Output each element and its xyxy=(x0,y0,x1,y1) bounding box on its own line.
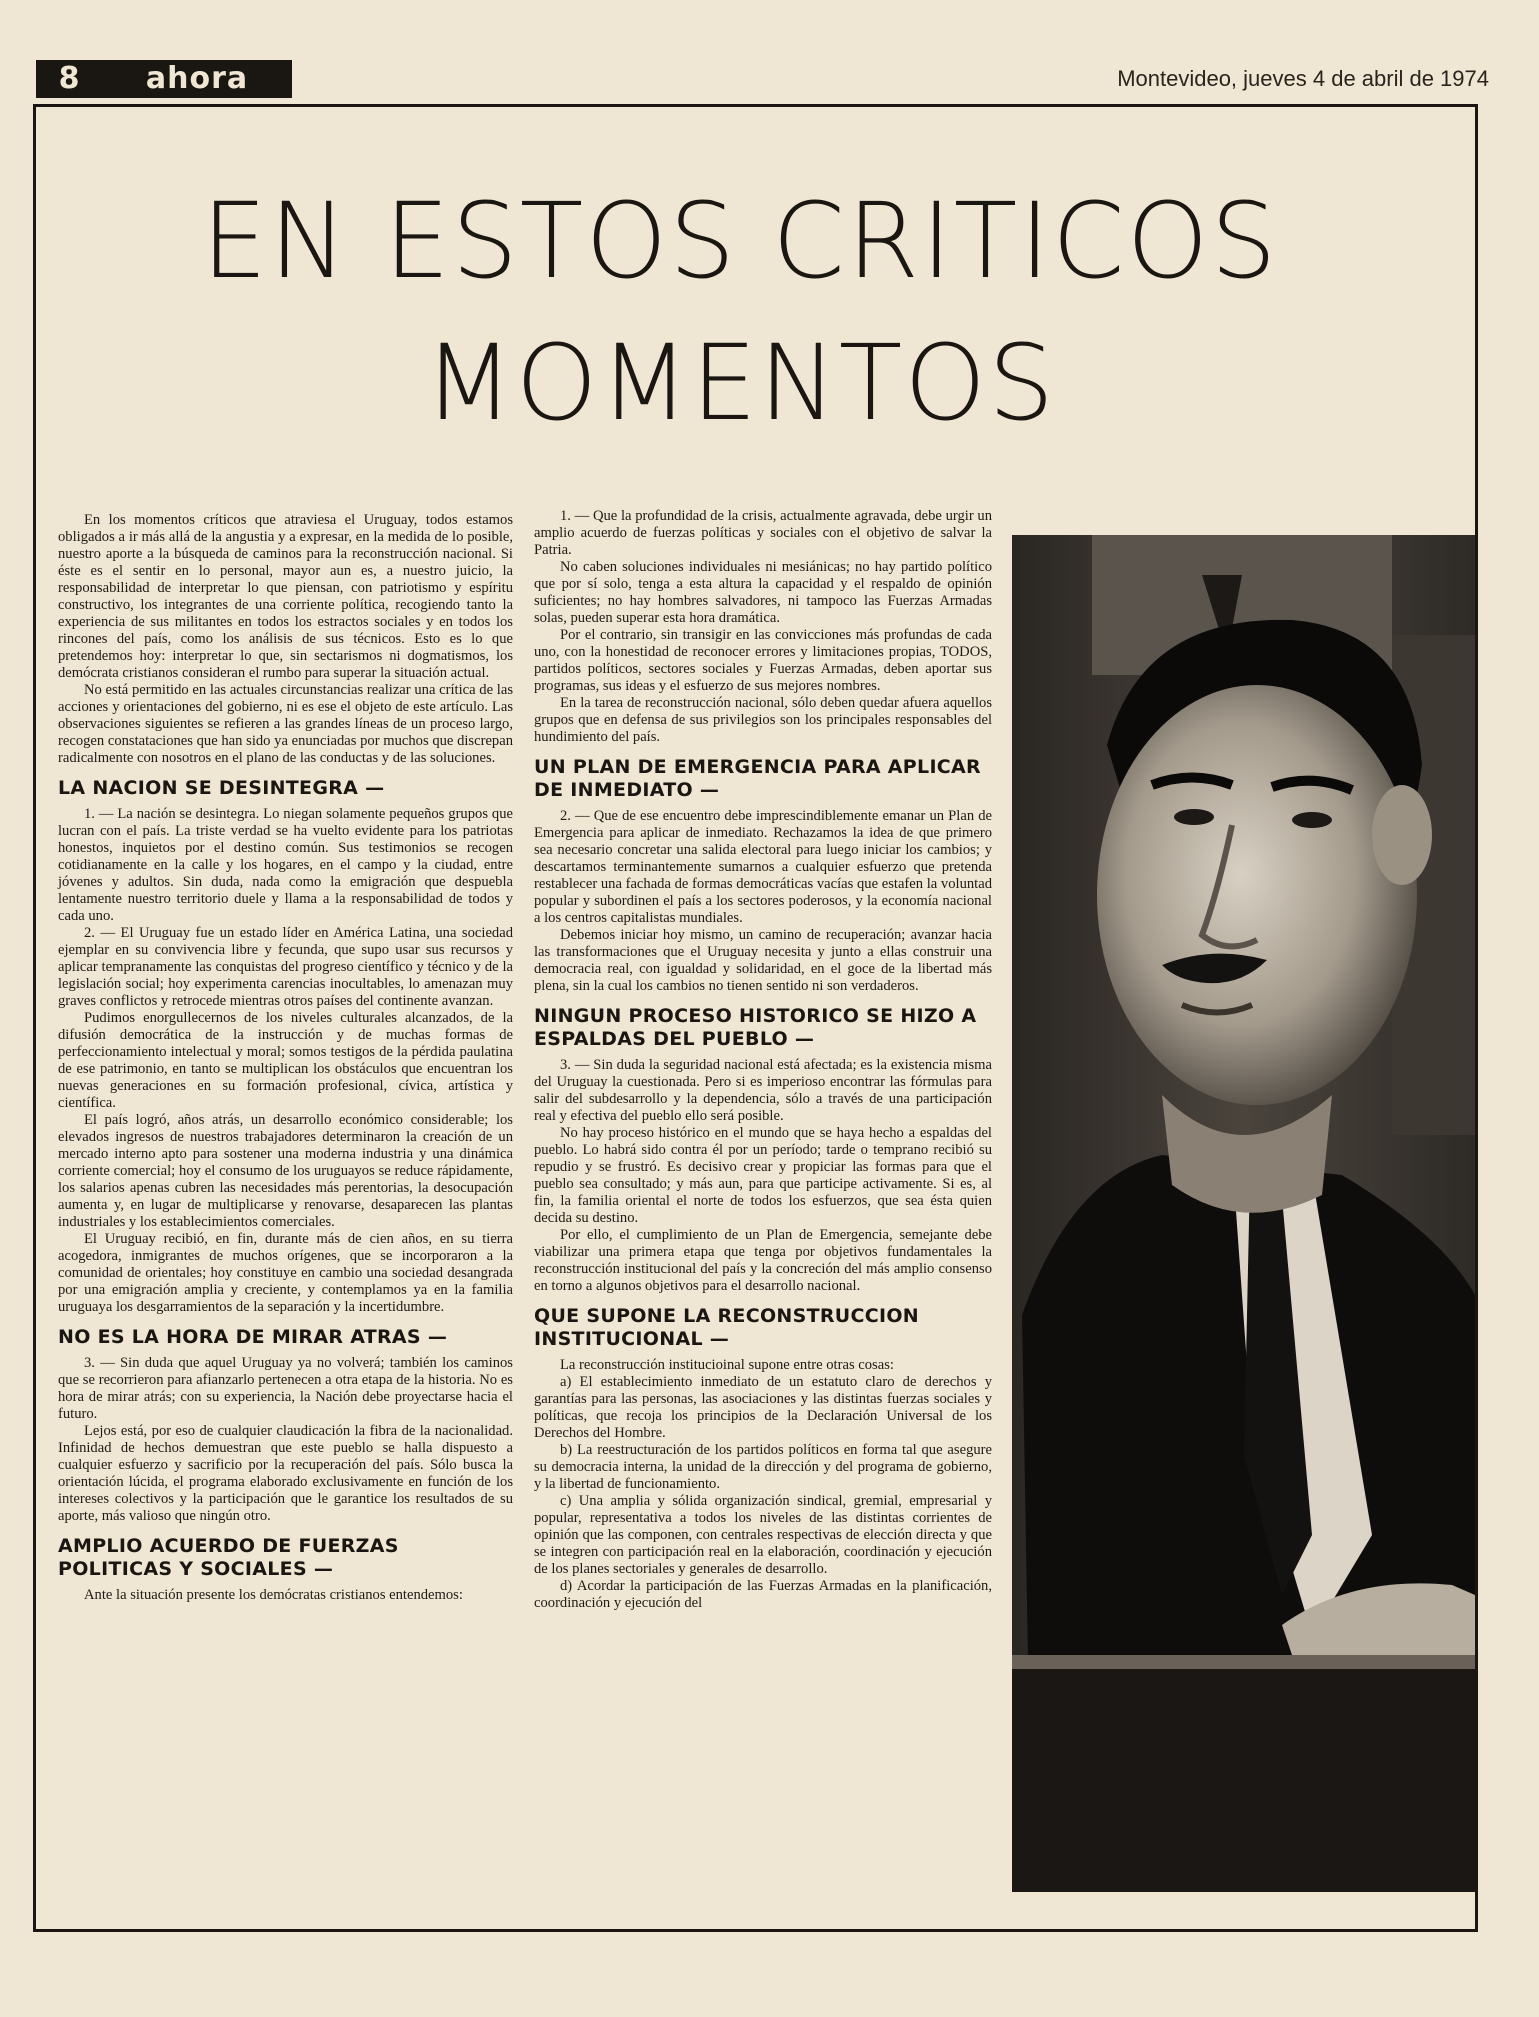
paragraph: 2. — Que de ese encuentro debe imprescindiblemente emanar un Plan de Emergencia para aplicar de inmediato. Rechazamos la idea de que primero sea necesario concretar una salida electoral para luego iniciar los cambios; y descartamos terminantemente sumarnos a cualquier esfuerzo que pretenda restablecer una fachada de formas democráticas vacías que estafen la voluntad popular y subordinen el país a los sectores poderosos, y la economía nacional a los centros capitalistas mundiales. xyxy=(534,808,992,926)
paragraph: Lejos está, por eso de cualquier claudicación la fibra de la nacionalidad. Infinidad de hechos demuestran que este pueblo se halla dispuesto a cualquier esfuerzo y sacrificio por la recuperación del país. Sólo busca la orientación lúcida, el programa elaborado exclusivamente en función de los intereses colectivos y la participación que le garantice los resultados de su aporte, más valioso que ningún otro. xyxy=(58,1423,513,1524)
column-1 xyxy=(58,512,513,1604)
paragraph: c) Una amplia y sólida organización sindical, gremial, empresarial y popular, representativa a todos los niveles de las distintas corrientes de opinión que las componen, con centrales respectivas de elección directa y que se integren con participación real en la elaboración, coordinación y ejecución de los planes sectoriales y generales de desarrollo. xyxy=(534,1493,992,1577)
paragraph: Debemos iniciar hoy mismo, un camino de recuperación; avanzar hacia las transformaciones que el Uruguay necesita y junto a ellas construir una democracia real, con igualdad y solidaridad, en el goce de la libertad más plena, sin la cual los cambios no tienen sentido ni son verdaderos. xyxy=(534,927,992,994)
paragraph: a) El establecimiento inmediato de un estatuto claro de derechos y garantías para las personas, las asociaciones y las distintas fuerzas sociales y políticas, que recoja los principios de la Declaración Universal de los Derechos del Hombre. xyxy=(534,1374,992,1441)
paragraph: En la tarea de reconstrucción nacional, sólo deben quedar afuera aquellos grupos que en defensa de sus privilegios son los principales responsables del hundimiento del país. xyxy=(534,695,992,745)
section-heading: AMPLIO ACUERDO DE FUERZAS POLITICAS Y SOCIALES — xyxy=(58,1535,399,1580)
paragraph: Por ello, el cumplimiento de un Plan de Emergencia, semejante debe viabilizar una primera etapa que tenga por objetivos fundamentales la reconstrucción institucional del país y la concreción del más amplio consenso en torno a algunos objetivos para el desarrollo nacional. xyxy=(534,1227,992,1294)
paragraph: 3. — Sin duda que aquel Uruguay ya no volverá; también los caminos que se recorrieron para afianzarlo pertenecen a otra etapa de la historia. No es hora de mirar atrás; con su experiencia, la Nación debe proyectarse hacia el futuro. xyxy=(58,1355,513,1422)
section-heading: LA NACION SE DESINTEGRA — xyxy=(58,777,385,799)
paragraph: En los momentos críticos que atraviesa el Uruguay, todos estamos obligados a ir más allá de la angustia y a expresar, en la medida de lo posible, nuestro aporte a la búsqueda de caminos para la reconstrucción nacional. Si éste es el sentir en lo personal, mayor aun es, a nuestro juicio, la responsabilidad de interpretar lo que piensan, con patriotismo y espíritu constructivo, los integrantes de una corriente política, recogiendo tanto la experiencia de sus militantes en todos los estractos sociales y en todos los rincones del país, como los análisis de sus técnicos. Esto es lo que pretendemos hoy: interpretar lo que, sin sectarismos ni dogmatismos, los demócrata cristianos consideran el rumbo para superar la situación actual. xyxy=(58,512,513,681)
headline xyxy=(40,170,1440,454)
portrait-illustration xyxy=(1012,535,1475,1892)
paragraph: 1. — La nación se desintegra. Lo niegan solamente pequeños grupos que lucran con el país. La triste verdad se ha vuelto evidente para los patriotas honestos, inquietos por el destino común. Sus testimonios se recogen cotidianamente en la calle y los hogares, en el campo y la ciudad, entre jóvenes y adultos. Sin duda, nada como la emigración que despuebla lentamente nuestro territorio duele y llama a la responsabilidad de todos y cada uno. xyxy=(58,806,513,924)
page-number: 8 xyxy=(36,60,102,98)
paragraph: d) Acordar la participación de las Fuerzas Armadas en la planificación, coordinación y ejecución del xyxy=(534,1578,992,1611)
paragraph: Pudimos enorgullecernos de los niveles culturales alcanzados, de la difusión democrática de la instrucción y de muchas formas de perfeccionamiento intelectual y moral; somos testigos de la pérdida paulatina de ese patrimonio, en tanto se multiplican los obstáculos que encuentran los nuevas generaciones en su formación profesional, cívica, artística y científica. xyxy=(58,1010,513,1111)
headline-line-1: EN ESTOS CRITICOS xyxy=(201,180,1279,302)
paragraph: El país logró, años atrás, un desarrollo económico considerable; los elevados ingresos de nuestros trabajadores determinaron la creación de un mercado interno apto para sostener una moderna industria y una dinámica corriente comercial; hoy el consumo de los uruguayos se reduce rápidamente, los salarios apenas cubren las necesidades más perentorias, la desocupación aumenta y, en lugar de multiplicarse y renovarse, desaparecen las plantas industriales y los establecimientos comerciales. xyxy=(58,1112,513,1230)
paragraph: 2. — El Uruguay fue un estado líder en América Latina, una sociedad ejemplar en su convivencia libre y fecunda, que supo usar sus recursos y aplicar tempranamente las conquistas del progreso científico y técnico y de la legislación social; hoy experimenta carencias inocultables, lo amenazan muy graves conflictos y retrocede mientras otros países del continente avanzan. xyxy=(58,925,513,1009)
paragraph: No está permitido en las actuales circunstancias realizar una crítica de las acciones y orientaciones del gobierno, ni es ese el objeto de este artículo. Las observaciones siguientes se refieren a las grandes líneas de un proceso largo, recogen constataciones que han sido ya enunciadas por muchos que discrepan radicalmente con nosotros en el plano de las conductas y de las soluciones. xyxy=(58,682,513,766)
section-heading: UN PLAN DE EMERGENCIA PARA APLICAR DE INMEDIATO — xyxy=(534,756,981,801)
section-heading: NO ES LA HORA DE MIRAR ATRAS — xyxy=(58,1326,448,1348)
paragraph: 1. — Que la profundidad de la crisis, actualmente agravada, debe urgir un amplio acuerdo de fuerzas políticas y sociales con el objetivo de salvar la Patria. xyxy=(534,508,992,558)
paragraph: b) La reestructuración de los partidos políticos en forma tal que asegure su democracia interna, la unidad de la dirección y del programa de gobierno, y la libertad de funcionamiento. xyxy=(534,1442,992,1492)
paragraph: El Uruguay recibió, en fin, durante más de cien años, en su tierra acogedora, inmigrantes de muchos orígenes, que se incorporaron a la comunidad de orientales; hoy constituye en cambio una sociedad desangrada por una emigración amplia y creciente, y contemplamos ya en la familia uruguaya los desgarramientos de la separación y la incertidumbre. xyxy=(58,1231,513,1315)
paragraph: Por el contrario, sin transigir en las convicciones más profundas de cada uno, con la honestidad de reconocer errores y limitaciones propias, TODOS, partidos políticos, sectores sociales y Fuerzas Armadas, deben aportar sus programas, sus ideas y el esfuerzo de sus mejores nombres. xyxy=(534,627,992,694)
column-2 xyxy=(534,508,992,1612)
section-heading: NINGUN PROCESO HISTORICO SE HIZO A ESPALDAS DEL PUEBLO — xyxy=(534,1005,977,1050)
portrait-photo xyxy=(1012,535,1475,1892)
headline-line-2: MOMENTOS xyxy=(423,322,1057,444)
paragraph: No hay proceso histórico en el mundo que se haya hecho a espaldas del pueblo. Lo habrá sido contra él por un período; tarde o temprano recibió su repudio y se frustró. Es decisivo crear y propiciar las formas para que el pueblo sea consultado; y más aun, para que participe activamente. Si es, al fin, la familia oriental el norte de todos los esfuerzos, que sea ésta quien decida su destino. xyxy=(534,1125,992,1226)
publication-logo: ahora xyxy=(102,60,292,98)
dateline: Montevideo, jueves 4 de abril de 1974 xyxy=(1117,66,1489,91)
paragraph: La reconstrucción institucioinal supone entre otras cosas: xyxy=(560,1357,894,1373)
paragraph: Ante la situación presente los demócratas cristianos entendemos: xyxy=(84,1587,463,1603)
paragraph: 3. — Sin duda la seguridad nacional está afectada; es la existencia misma del Uruguay la cuestionada. Pero si es imperioso encontrar las fórmulas para salir del subdesarrollo y la dependencia, sólo a través de una participación real y efectiva del pueblo ello será posible. xyxy=(534,1057,992,1124)
paragraph: No caben soluciones individuales ni mesiánicas; no hay partido político que por sí solo, tenga a esta altura la capacidad y el respaldo de opinión suficientes; no hay hombres salvadores, ni tampoco las Fuerzas Armadas solas, pueden superar esta hora dramática. xyxy=(534,559,992,626)
section-heading: QUE SUPONE LA RECONSTRUCCION INSTITUCIONAL — xyxy=(534,1305,920,1350)
